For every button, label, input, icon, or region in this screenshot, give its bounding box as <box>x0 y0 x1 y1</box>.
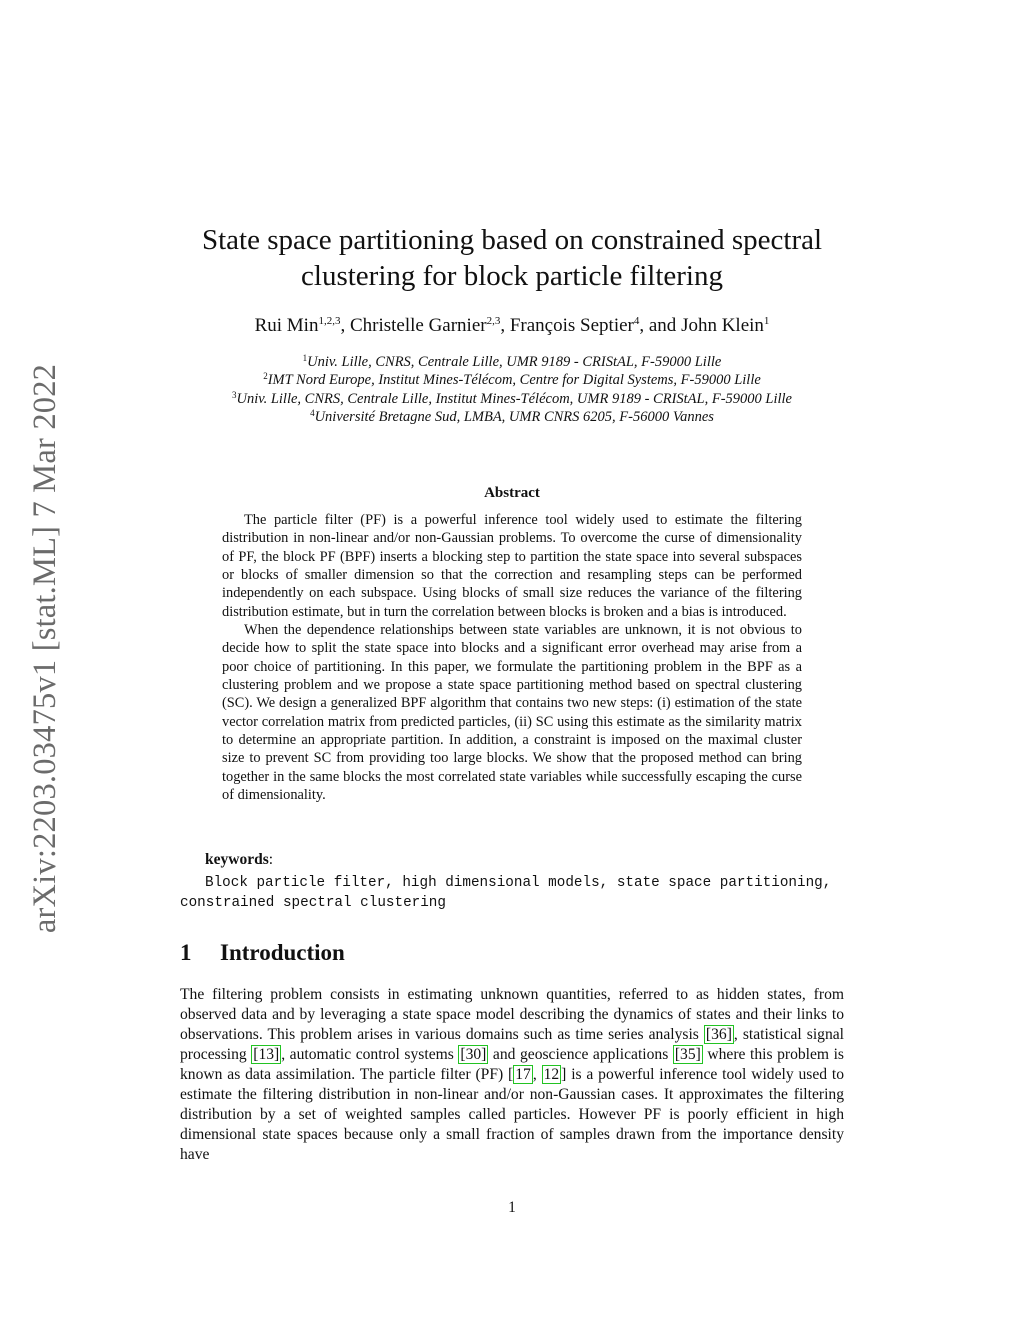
keywords-label: keywords: <box>205 851 274 868</box>
section-heading <box>180 940 345 966</box>
author-name: Rui Min <box>254 315 319 336</box>
citation-link[interactable]: [13] <box>253 1046 280 1064</box>
author-name: François Septier <box>509 315 634 336</box>
citation-link[interactable]: [30] <box>460 1046 487 1064</box>
abstract-paragraph: When the dependence relationships between state variables are unknown, it is not obvious to decide how to split the state space into blocks and a significant error overhead may arise from a poor choice of partitioning. In this paper, we formulate the partitioning problem in the BPF as a clustering problem and we propose a state space partitioning method based on spectral clustering (SC). We design a generalized BPF algorithm that contains two new steps: (i) estimation of the state vector correlation matrix from predicted particles, (ii) SC using this estimate as the similarity matrix to determine an appropriate partition. In addition, a constraint is imposed on the maximal cluster size to prevent SC from providing too large blocks. We show that the proposed method can bring together in the same blocks the most correlated state variables while successfully escaping the curse of dimensionality. <box>222 622 802 804</box>
author-affiliation-mark: 2,3 <box>486 315 501 327</box>
author-affiliation-mark: 1,2,3 <box>318 315 341 327</box>
affiliation-line: $^3$Univ. Lille, CNRS, Centrale Lille, Institut Mines-Télécom, UMR 9189 - CRIStAL, F-59000 Lille <box>231 389 792 407</box>
citation-link[interactable]: 17 <box>515 1066 531 1084</box>
arxiv-identifier-stamp <box>27 352 65 944</box>
introduction-paragraph: The filtering problem consists in estimating unknown quantities, referred to as hidden states, from observed data and by leveraging a state space model describing the dynamics of states and their links to observations. This problem arises in various domains such as time series analysis [36] , statistical signal processing [13] , automatic control systems [30] and geoscience applications [35] where this problem is known as data assimilation. The particle filter (PF) [ 17 , 12 ] is a powerful inference tool widely used to estimate the filtering distribution in non-linear and/or non-Gaussian cases. It approximates the filtering distribution by a set of weighted samples called particles. However PF is poorly efficient in high dimensional state spaces because only a small fraction of samples drawn from the importance density have <box>180 986 845 1164</box>
author-affiliation-mark: 1 <box>763 315 770 327</box>
citation-link[interactable]: [36] <box>705 1026 732 1044</box>
abstract-heading: Abstract <box>484 485 540 501</box>
affiliation-list <box>150 353 874 426</box>
affiliation-line: $^2$IMT Nord Europe, Institut Mines-Télécom, Centre for Digital Systems, F-59000 Lille <box>263 371 761 389</box>
citation-link[interactable]: [35] <box>674 1046 701 1064</box>
section-number: 1 <box>180 940 192 965</box>
author-name: Christelle Garnier <box>349 315 487 336</box>
author-list: Rui Min$^{1,2,3}$, Christelle Garnier$^{2,3}$, François Septier$^4$, and John Klein$^1$ <box>254 315 770 336</box>
abstract-body <box>222 511 802 805</box>
paper-title: State space partitioning based on constrained spectral clustering for block particle filtering <box>201 224 823 292</box>
section-title: Introduction <box>220 940 345 965</box>
author-affiliation-mark: 4 <box>633 315 640 327</box>
page-number: 1 <box>508 1199 516 1216</box>
abstract-paragraph: The particle filter (PF) is a powerful inference tool widely used to estimate the filtering distribution in non-linear and/or non-Gaussian problems. To overcome the curse of dimensionality of PF, the block PF (BPF) inserts a blocking step to partition the state space into several subspaces or blocks of smaller dimension so that the correction and resampling steps can be performed independently on each subspace. Using blocks of small size reduces the variance of the filtering distribution estimate, but in turn the correlation between blocks is broken and a bias is introduced. <box>222 512 802 620</box>
affiliation-line: $^1$Univ. Lille, CNRS, Centrale Lille, UMR 9189 - CRIStAL, F-59000 Lille <box>302 353 722 370</box>
keywords-text: Block particle filter, high dimensional models, state space partitioning, constrained spectral clustering <box>180 875 832 911</box>
affiliation-line: $^4$Université Bretagne Sud, LMBA, UMR CNRS 6205, F-56000 Vannes <box>310 407 714 425</box>
author-name: John Klein <box>681 315 764 336</box>
arxiv-identifier-text: arXiv:2203.03475v1 [stat.ML] 7 Mar 2022 <box>27 363 64 933</box>
citation-link[interactable]: 12 <box>543 1066 560 1084</box>
